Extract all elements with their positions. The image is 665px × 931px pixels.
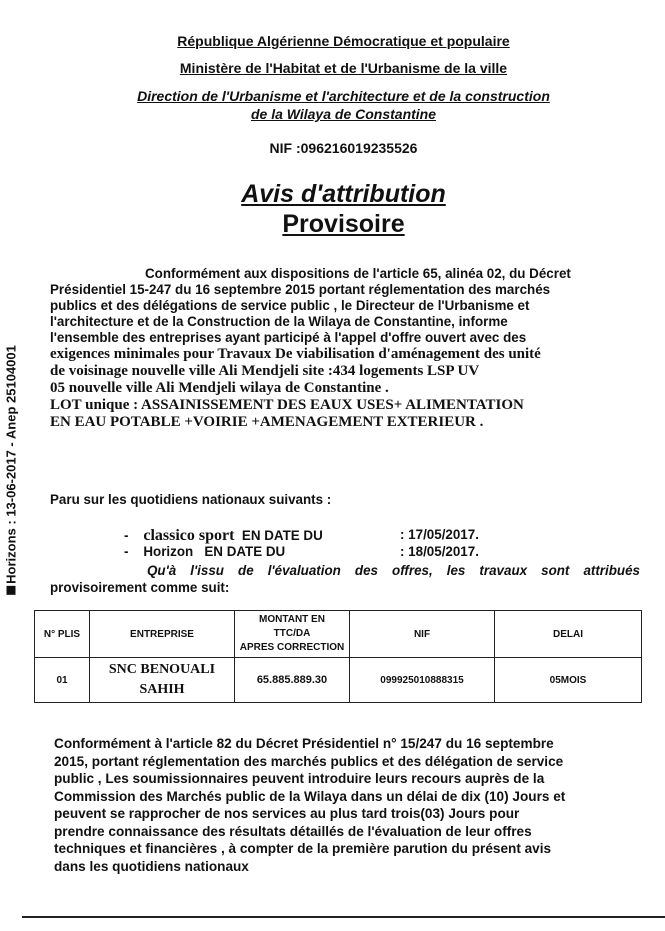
col-header-nif: NIF — [350, 611, 495, 658]
intro-line: de voisinage nouvelle ville Ali Mendjeli site :434 logements LSP UV — [50, 363, 480, 379]
header-republic: République Algérienne Démocratique et populaire — [177, 33, 510, 49]
cell-delai: 05MOIS — [495, 658, 642, 703]
closing-line: Conformément à l'article 82 du Décret Présidentiel n° 15/247 du 16 septembre — [54, 736, 554, 751]
newspaper-date: : 17/05/2017. — [400, 527, 479, 542]
bottom-divider — [22, 916, 665, 918]
square-icon — [7, 586, 16, 595]
newspaper-item: - classico sport EN DATE DU — [124, 527, 323, 544]
header-wilaya: de la Wilaya de Constantine — [250, 106, 437, 122]
intro-line: Conformément aux dispositions de l'article 65, alinéa 02, du Décret — [145, 266, 571, 281]
intro-line: Présidentiel 15-247 du 16 septembre 2015 portant réglementation des marchés — [50, 282, 551, 297]
closing-line: dans les quotidiens nationaux — [54, 858, 249, 874]
closing-line: peuvent se rapprocher de nos services au plus tard trois(03) Jours pour — [54, 806, 520, 821]
attribution-table — [34, 610, 642, 703]
intro-line: exigences minimales pour Travaux De viabilisation d'aménagement des unité — [50, 346, 541, 362]
result-line: provisoirement comme suit: — [50, 580, 230, 595]
table-header-row — [35, 611, 642, 658]
newspaper-date: : 18/05/2017. — [400, 544, 479, 559]
table-row — [35, 658, 642, 703]
closing-line: 2015, portant réglementation des marchés publics et des délégation de service — [54, 753, 564, 769]
page-title: Avis d'attribution — [241, 180, 446, 208]
col-header-montant: MONTANT EN TTC/DA APRES CORRECTION — [235, 611, 350, 658]
newspapers-heading: Paru sur les quotidiens nationaux suivants : — [50, 492, 332, 507]
publication-stamp — [4, 345, 19, 595]
closing-line: prendre connaissance des résultats détaillés de l'évaluation de leur offres — [54, 823, 532, 839]
header-ministry: Ministère de l'Habitat et de l'Urbanisme de la ville — [179, 60, 508, 76]
sidebar-stamp — [0, 0, 22, 931]
cell-montant: 65.885.889.30 — [235, 658, 350, 703]
page-subtitle: Provisoire — [282, 210, 405, 238]
header-nif: NIF :096216019235526 — [269, 140, 418, 156]
closing-paragraph — [54, 735, 640, 875]
intro-line: l'ensemble des entreprises ayant participé à l'appel d'offre ouvert avec des — [50, 330, 527, 345]
newspaper-item: - Horizon EN DATE DU — [124, 544, 286, 559]
cell-entreprise: SNC BENOUALI SAHIH — [90, 658, 235, 703]
closing-line: techniques et financières , à compter de la première parution du présent avis — [54, 841, 552, 856]
intro-line: publics et des délégations de service public , le Directeur de l'Urbanisme et — [50, 298, 530, 313]
intro-paragraph — [50, 266, 640, 431]
lot-line: LOT unique : ASSAINISSEMENT DES EAUX USES+ ALIMENTATION — [50, 397, 524, 413]
col-header-entreprise: ENTREPRISE — [90, 611, 235, 658]
result-line: Qu'à l'issu de l'évaluation des offres, les travaux sont attribués — [147, 563, 640, 578]
col-header-delai: DELAI — [495, 611, 642, 658]
closing-line: public , Les soumissionnaires peuvent introduire leurs recours auprès de la — [54, 771, 545, 786]
lot-line: EN EAU POTABLE +VOIRIE +AMENAGEMENT EXTERIEUR . — [50, 414, 484, 430]
intro-line: 05 nouvelle ville Ali Mendjeli wilaya de Constantine . — [50, 380, 389, 396]
header-direction: Direction de l'Urbanisme et l'architecture et de la construction — [137, 88, 550, 104]
col-header-plis: N° PLIS — [35, 611, 90, 658]
intro-line: l'architecture et de la Construction de la Wilaya de Constantine, informe — [50, 314, 508, 329]
stamp-text: Horizons : 13-06-2017 - Anep 25104001 — [3, 345, 19, 584]
cell-plis: 01 — [35, 658, 90, 703]
closing-line: Commission des Marchés public de la Wilaya dans un délai de dix (10) Jours et — [54, 788, 566, 804]
cell-nif: 099925010888315 — [350, 658, 495, 703]
